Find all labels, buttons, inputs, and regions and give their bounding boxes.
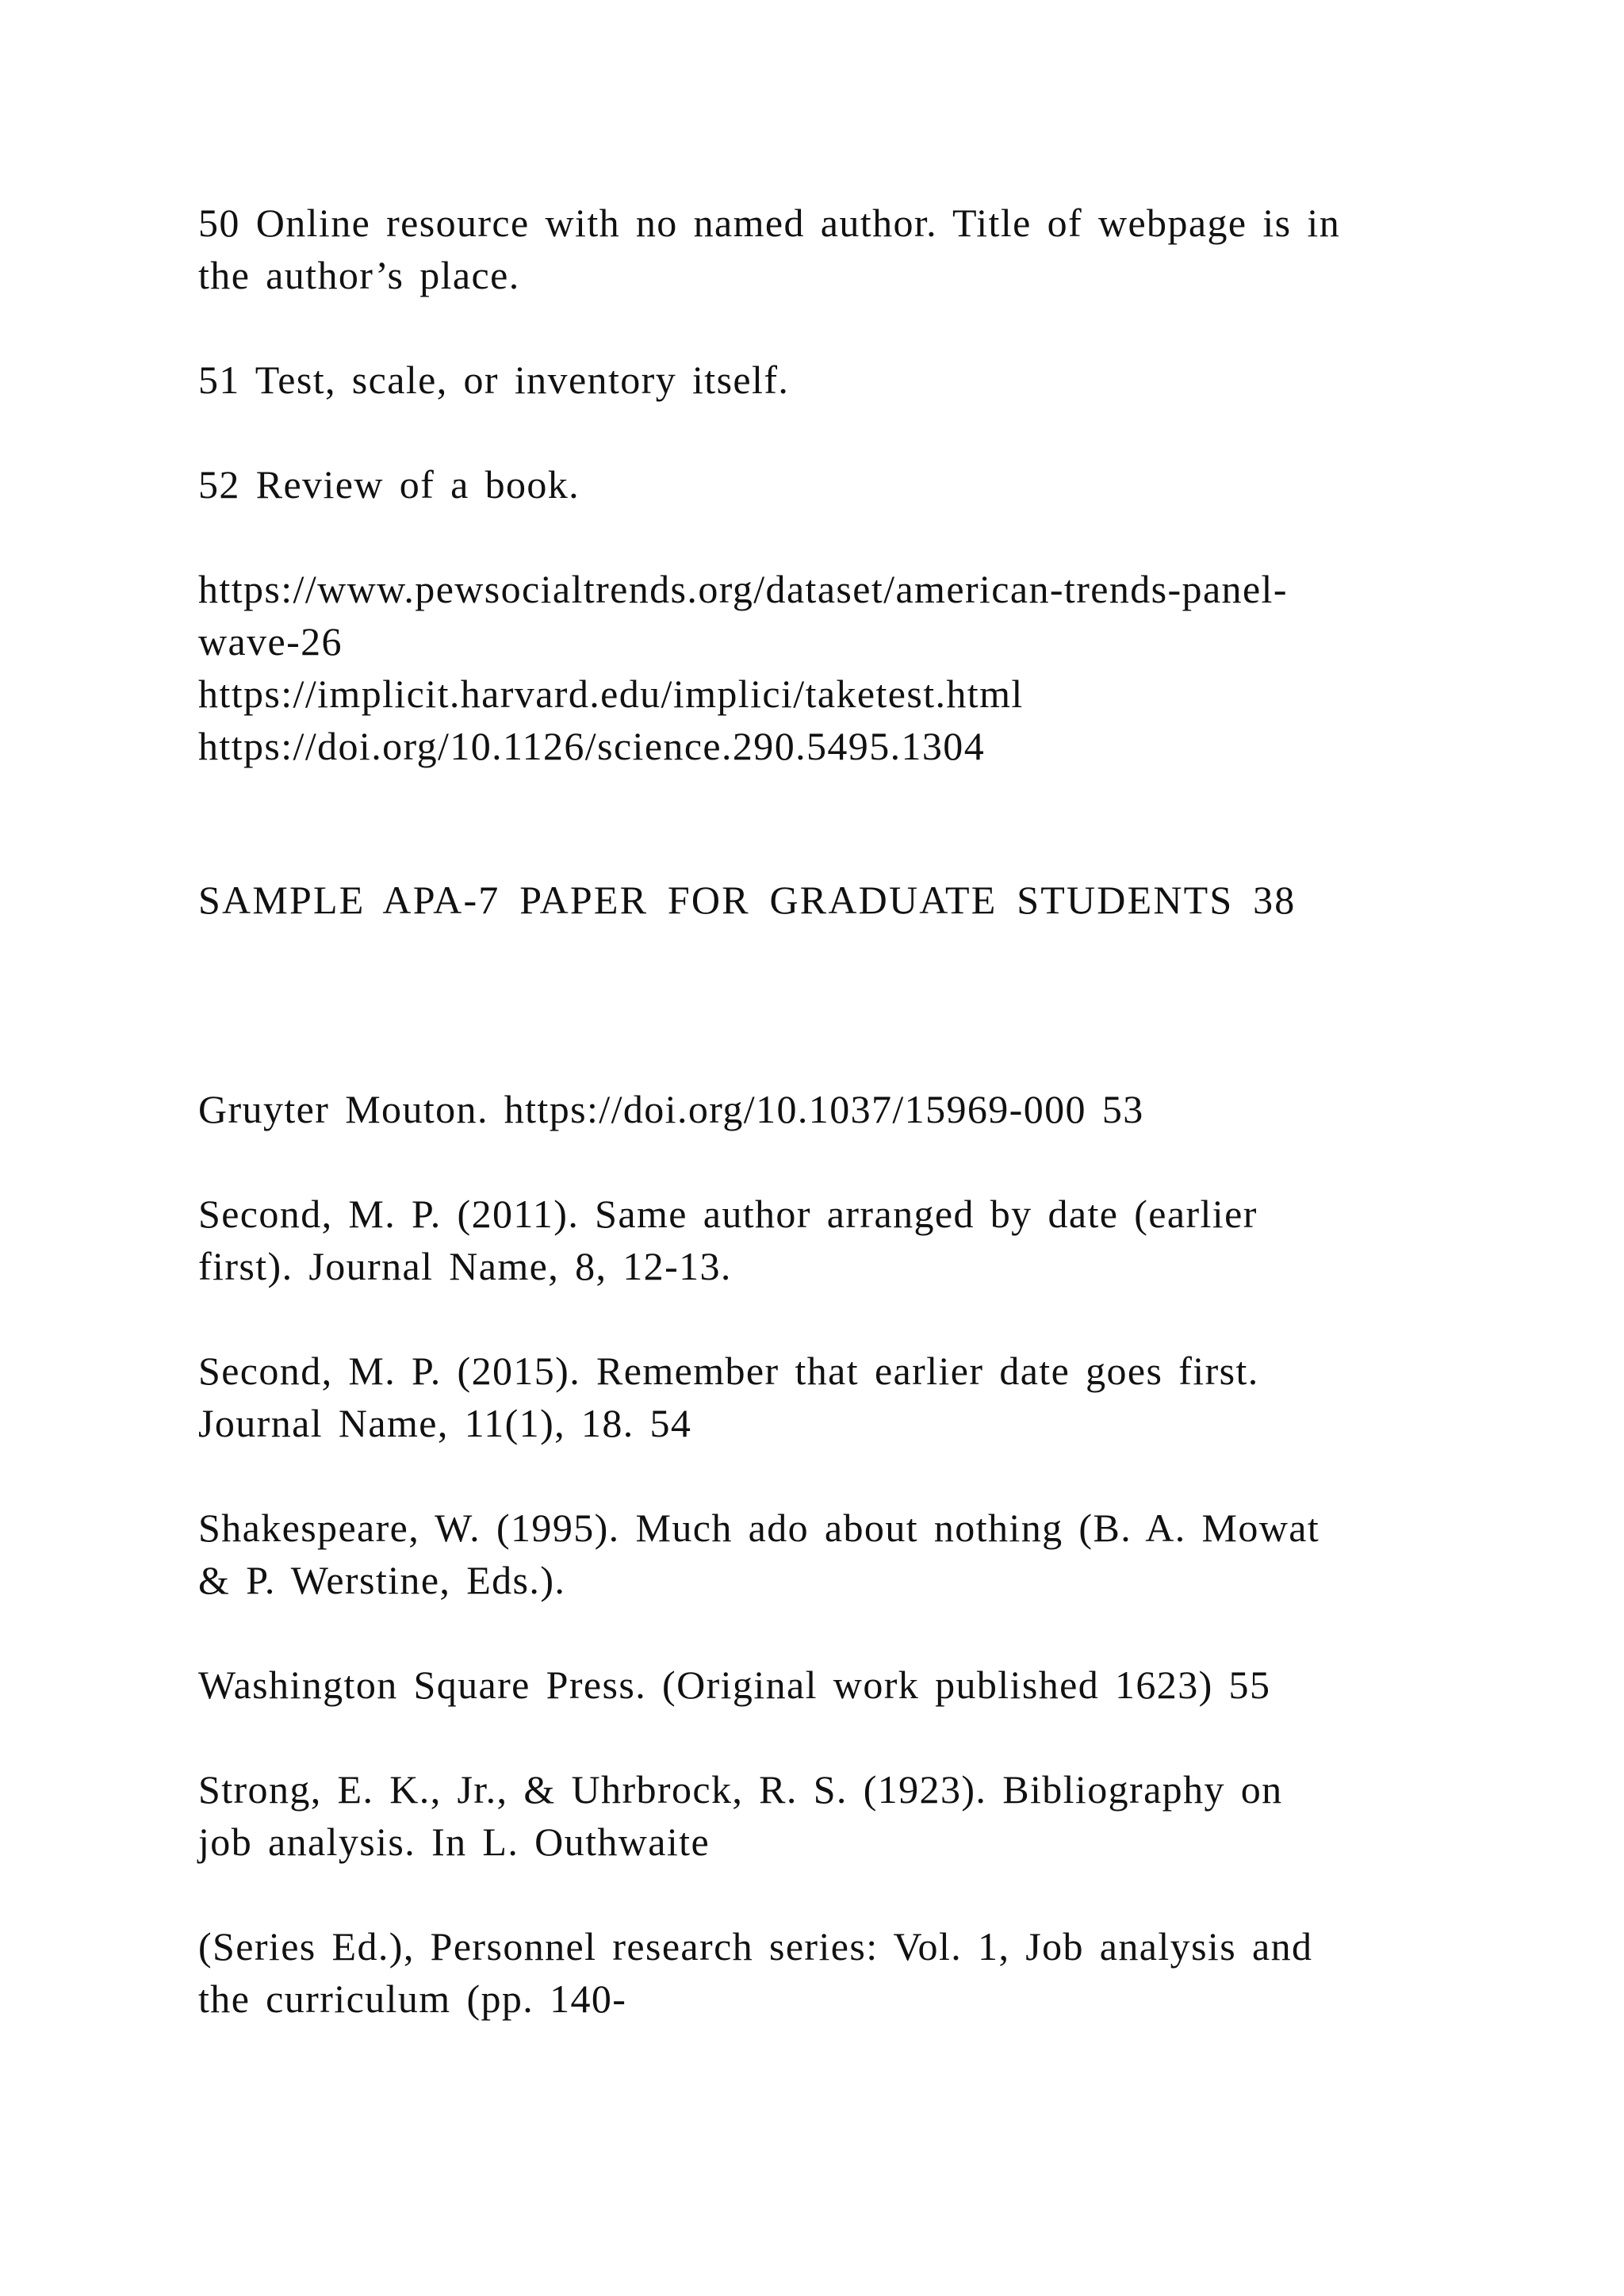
running-header: SAMPLE APA-7 PAPER FOR GRADUATE STUDENTS 38 [198, 878, 1297, 922]
reference-gruyter-mouton: Gruyter Mouton. https://doi.org/10.1037/15969-000 53 [198, 1087, 1144, 1131]
reference-second-2011-line-1: Second, M. P. (2011). Same author arranged by date (earlier [198, 1192, 1258, 1236]
reference-strong-line-2: job analysis. In L. Outhwaite [198, 1820, 710, 1864]
reference-second-2011-line-2: first). Journal Name, 8, 12-13. [198, 1244, 732, 1288]
reference-series-ed-line-2: the curriculum (pp. 140- [198, 1976, 627, 2021]
reference-strong-line-1: Strong, E. K., Jr., & Uhrbrock, R. S. (1923). Bibliography on [198, 1767, 1283, 1812]
reference-washington-square-press: Washington Square Press. (Original work published 1623) 55 [198, 1663, 1271, 1707]
reference-shakespeare-line-2: & P. Werstine, Eds.). [198, 1558, 566, 1602]
footnote-51: 51 Test, scale, or inventory itself. [198, 358, 790, 402]
reference-second-2015-line-1: Second, M. P. (2015). Remember that earlier date goes first. [198, 1349, 1259, 1393]
url-implicit-harvard: https://implicit.harvard.edu/implici/taketest.html [198, 672, 1024, 716]
reference-shakespeare-line-1: Shakespeare, W. (1995). Much ado about nothing (B. A. Mowat [198, 1506, 1320, 1550]
url-pewsocialtrends-line-2: wave-26 [198, 619, 343, 664]
footnote-52: 52 Review of a book. [198, 462, 580, 507]
footnote-50-line-1: 50 Online resource with no named author. Title of webpage is in [198, 201, 1341, 245]
footnote-50-line-2: the author’s place. [198, 253, 520, 297]
reference-second-2015-line-2: Journal Name, 11(1), 18. 54 [198, 1401, 692, 1445]
reference-series-ed-line-1: (Series Ed.), Personnel research series: Vol. 1, Job analysis and [198, 1924, 1313, 1969]
url-doi-science: https://doi.org/10.1126/science.290.5495.1304 [198, 724, 986, 768]
url-pewsocialtrends-line-1: https://www.pewsocialtrends.org/dataset/american-trends-panel- [198, 567, 1288, 611]
